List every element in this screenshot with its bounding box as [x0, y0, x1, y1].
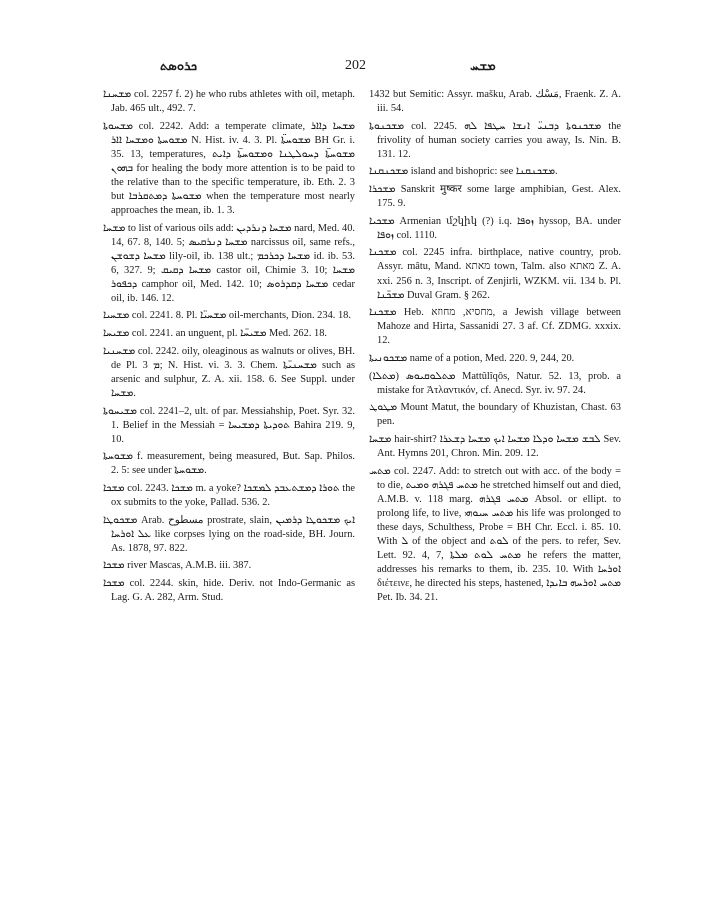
- dictionary-entry: ܡܫܟܐ river Mascas, A.M.B. iii. 387.: [103, 560, 252, 572]
- dictionary-entry: ܡܛܘܛ Mount Matut, the boundary of Khuzistan, Chast. 63 pen.: [369, 402, 621, 428]
- dictionary-entry: ܡܫܟܪܐ Sanskrit मुष्कर some large amphibian, Gest. Alex. 175. 9.: [369, 184, 621, 210]
- right-column: [369, 88, 621, 609]
- dictionary-entry: ܡܫܘܚܬܐ f. measurement, being measured, But. Sap. Philos. 2. 5: see under ܡܫܘܚܬܐ.: [103, 451, 355, 477]
- dictionary-entry: ܡܫܟܘܛܐ Arab. مسطوح prostrate, slain, ܐܝܟ ܡܫܟܘܛܐ ܕܪܡܝܢ ܥܠ ܐܘܪܚܐ like corpses lying on the road-side, BH. Journ. As. 1878, 97. 822.: [103, 514, 355, 554]
- dictionary-entry: ܡܫܟܝܐ Armenian մշկիկ (?) i.q. ܙܘܦܐ hyssop, BA. under ܙܘܦܐ col. 1110.: [369, 215, 621, 241]
- dictionary-entry: ܡܫܟܢܘܬܐ col. 2245. ܡܫܟܢܘܬܐ ܕܒܢܝ̈ ܐܢܫܐ ܚܛܦܐ ܠܗ the frivolity of human society carries you away, Is. Nin. B. 131. 12.: [369, 120, 622, 160]
- dictionary-entry: 1432 but Semitic: Assyr. mašku, Arab. مَسْك, Fraenk. Z. A. iii. 54.: [369, 89, 621, 115]
- dictionary-entry: ܡܫܟܢܐ Heb. מחסיא, מחוזא, a Jewish village between Mahoze and Hirta, Sassanidi 27. 3 af. Cf. ZDMG. xxxix. 12.: [369, 307, 621, 347]
- dictionary-entry: ܡܫܟܐ col. 2243. ܡܫܟܐ m. a yoke? ܬܘܪܐ ܕܡܫܬܥܒܕ ܠܡܫܟܐ the ox submits to the yoke, Pallad. 536. 2.: [103, 482, 356, 509]
- dictionary-entry: ܡܫܝܚܘܬܐ col. 2241–2, ult. of par. Messiahship, Poet. Syr. 32. 1. Belief in the Messiah = ܬܘܕܝܬܐ ܕܡܫܝܚܐ Bahira 219. 9, 10.: [103, 405, 355, 445]
- dictionary-entry: ܡܫܟܢܩܢܐ island and bishopric: see ܡܫܟܢܩܢܐ.: [369, 166, 558, 178]
- page-number: 202: [345, 58, 366, 73]
- dictionary-entry: ܡܫܝܚܐ col. 2241. an unguent, pl. ܡܫܝܚ̈ܐ Med. 262. 18.: [103, 328, 327, 340]
- dictionary-entry: ܡܫܚܘܬܐ col. 2242. Add: a temperate climate, ܡܫܚܐ ܕܐܐܪ ܡܫܘܚܬܐ ܘܡܫܚܐ ܐܐܪ N. Hist. iv. 4. 3. Pl. ܡܫܘܚܬ̈ܐ BH Gr. i. 35. 13, temperatures, ܡܫܘܚܬ̈ܐ ܕܚܘܠܛܢܐ ܘܡܫܘܚܬ̈ܐ ܕܐܝܬ ܒܗܘܢ for healing the body more attention is to be paid to the relative than to the specific temperature, ib. Eth. 2. 3 but ܡܫܘܚܬܐ ܕܡܬܩܪܒܐ when the temperature most nearly approaches the mean, ib. 1. 3.: [103, 120, 355, 216]
- dictionary-entry: ܡܬܠܘܩܝܘܣ (ܡܬܠܐ) Mattûlîqôs, Natur. 52. 13, prob. a mistake for Ἀτλαντικόν, cf. Anecd. Syr. iv. 97. 24.: [369, 370, 621, 396]
- dictionary-entry: ܡܫܚܢܐ col. 2257 f. 2) he who rubs athletes with oil, metaph. Jab. 465 ult., 492. 7.: [103, 89, 355, 115]
- running-head-right: ܡܫܚ: [470, 58, 496, 73]
- dictionary-entry: ܡܫܚܐ hair-shirt? ܠܒܫ ܡܫܚܐ ܘܕܠܐ ܡܫܚܐ ܐܝܟ ܡܫܚܐ ܕܫܥܪܐ Sev. Ant. Hymns 201, Chron. Min. 209. 12.: [369, 433, 622, 460]
- left-column: [103, 88, 355, 609]
- running-head-left: ܟܪܘܣܬ: [160, 58, 198, 73]
- dictionary-entry: ܡܫܚܢܝܐ col. 2242. oily, oleaginous as walnuts or olives, BH. de Pl. ܡ 3; N. Hist. vi. 3. 3. Chem. ܡܫܚܢܝ̈ܬܐ such as arsenic and sulphur, Z. A. xii. 158. 6. See Suppl. under ܡܫܚܐ.: [103, 345, 355, 399]
- dictionary-entry: ܡܬܚ col. 2247. Add: to stretch out with acc. of the body = to die, ܡܬܚ ܦܓܪܗ ܘܡܝܬ he stretched himself out and died, A.M.B. v. 118 marg. ܡܬܚ ܦܓܪܗ Absol. or ellipt. to prolong life, to live, ܡܬܚ ܚܝܘܗܝ his life was prolonged to these days, Schulthess, Probe = BH Chr. Eccl. i. 85. 10. With ܠ of the object and ܠܘܬ of the pers. to refer, Sev. Lett. 92. 4, 7, ܡܬܚ ܠܘܬ ܡܠܬܐ he refers the matter, addresses his remarks to them, ib. 235. 10. With ܐܘܪܚܐ διέτεινε, he directed his steps, hastened, ܡܬܚ ܐܘܪܚܗ ܒܐܝܕܐ Pet. Ib. 34. 21.: [369, 465, 621, 604]
- dictionary-entry: ܡܫܚܐ to list of various oils add: ܡܫܚܐ ܕܢܪܕܝܢ nard, Med. 40. 14, 67. 8, 140. 5; ܡܫܚܐ ܕܢܪܩܝܣ narcissus oil, same refs., ܡܫܚܐ ܕܫܘܫܢ lily-oil, ib. 138 ult.; ܡܫܚܐ ܕܟܪܟܡ id. ib. 53. 6, 327. 9; ܡܫܚܐ ܕܩܝܩ castor oil, Chimie 3. 10; ܡܫܚܐ ܕܟܦܘܪ camphor oil, Med. 142. 10; ܡܫܚܐ ܕܩܕܪܘܣ cedar oil, ib. 146. 12.: [103, 222, 356, 304]
- dictionary-entry: ܡܫܟܘܢܝܬܐ name of a potion, Med. 220. 9, 244, 20.: [369, 352, 575, 364]
- dictionary-entry: ܡܫܚܝܐ col. 2241. 8. Pl. ܡܫܚܝ̈ܐ oil-merchants, Dion. 234. 18.: [103, 310, 351, 322]
- dictionary-entry: ܡܫܟܢܐ col. 2245 infra. birthplace, native country, prob. Assyr. mâtu, Mand. מאתא town, Talm. also מאתא Z. A. xxi. 256 n. 3, Inscript. of Zenjirli, WZKM. vii. 134 b. Pl. ܡܫܟ̈ܢܐ Duval Gram. § 262.: [369, 247, 622, 301]
- page-header: [0, 58, 714, 80]
- dictionary-entry: ܡܫܟܐ col. 2244. skin, hide. Deriv. not Indo-Germanic as Lag. G. A. 282, Arm. Stud.: [103, 578, 355, 604]
